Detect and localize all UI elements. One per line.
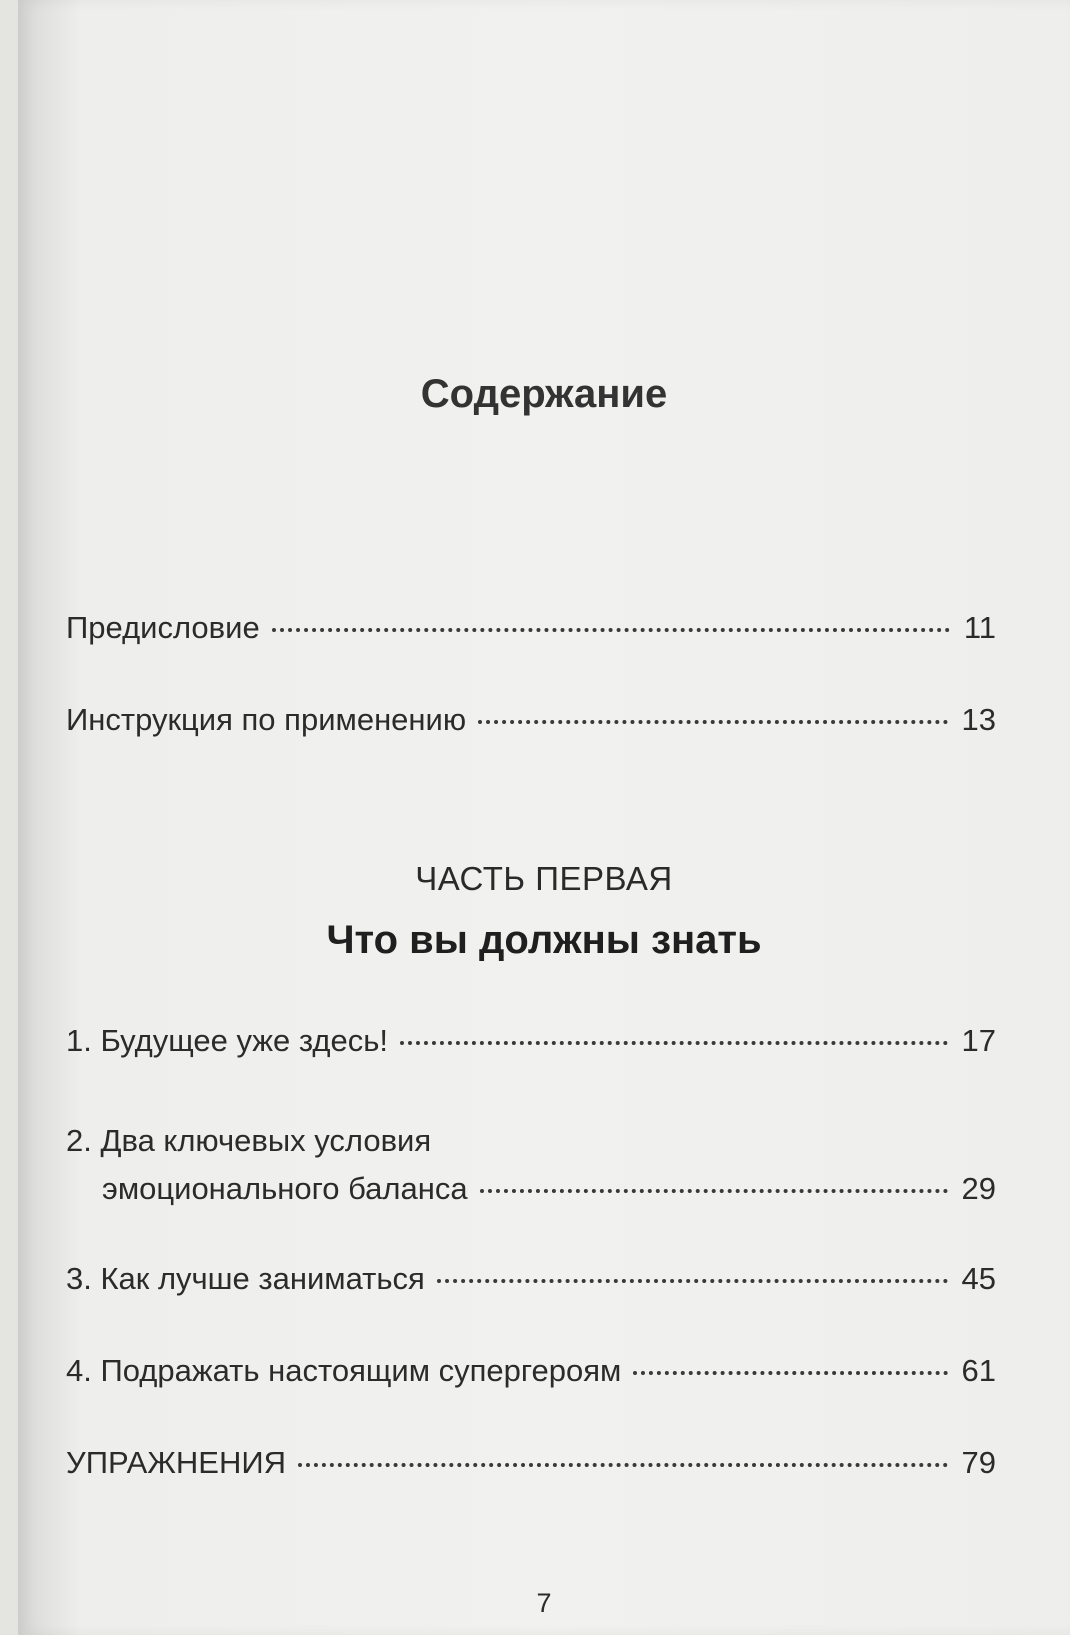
table-of-contents — [18, 0, 1070, 1635]
toc-entry-chapter-2[interactable] — [66, 1117, 996, 1213]
toc-entry-page: 29 — [961, 1171, 996, 1206]
toc-entry-exercises[interactable] — [66, 1439, 996, 1487]
toc-entry-label: УПРАЖНЕНИЯ — [66, 1445, 286, 1480]
toc-entry-page: 45 — [961, 1261, 996, 1296]
toc-entry-page: 13 — [961, 702, 996, 737]
contents-title: Содержание — [420, 372, 668, 416]
toc-entry-preface[interactable] — [66, 604, 996, 652]
toc-entry-label-line-1: 2. Два ключевых условия — [66, 1123, 432, 1158]
dot-leader — [478, 720, 947, 724]
toc-entry-label: 1. Будущее уже здесь! — [66, 1023, 389, 1058]
dot-leader — [298, 1463, 948, 1467]
toc-entry-label: Инструкция по применению — [66, 702, 467, 737]
toc-entry-label: 3. Как лучше заниматься — [66, 1261, 425, 1296]
toc-entry-chapter-1[interactable] — [66, 1017, 996, 1065]
part-title: Что вы должны знать — [326, 918, 762, 962]
toc-entry-chapter-3[interactable] — [66, 1255, 996, 1303]
toc-entry-page: 17 — [961, 1023, 996, 1058]
dot-leader — [633, 1371, 947, 1375]
part-label: ЧАСТЬ ПЕРВАЯ — [415, 860, 673, 897]
toc-entry-page: 61 — [961, 1353, 996, 1388]
page-number: 7 — [536, 1588, 552, 1618]
dot-leader — [437, 1279, 948, 1283]
toc-entry-label-line-2: эмоционального баланса — [102, 1171, 468, 1206]
dot-leader — [400, 1041, 948, 1045]
toc-entry-page: 11 — [963, 610, 996, 645]
toc-entry-page: 79 — [961, 1445, 996, 1480]
toc-entry-instructions[interactable] — [66, 696, 996, 744]
dot-leader — [272, 628, 950, 632]
book-page — [18, 0, 1070, 1635]
toc-entry-label: 4. Подражать настоящим супергероям — [66, 1353, 622, 1388]
dot-leader — [480, 1189, 948, 1193]
toc-entry-label: Предисловие — [66, 610, 260, 645]
toc-entry-chapter-4[interactable] — [66, 1347, 996, 1395]
